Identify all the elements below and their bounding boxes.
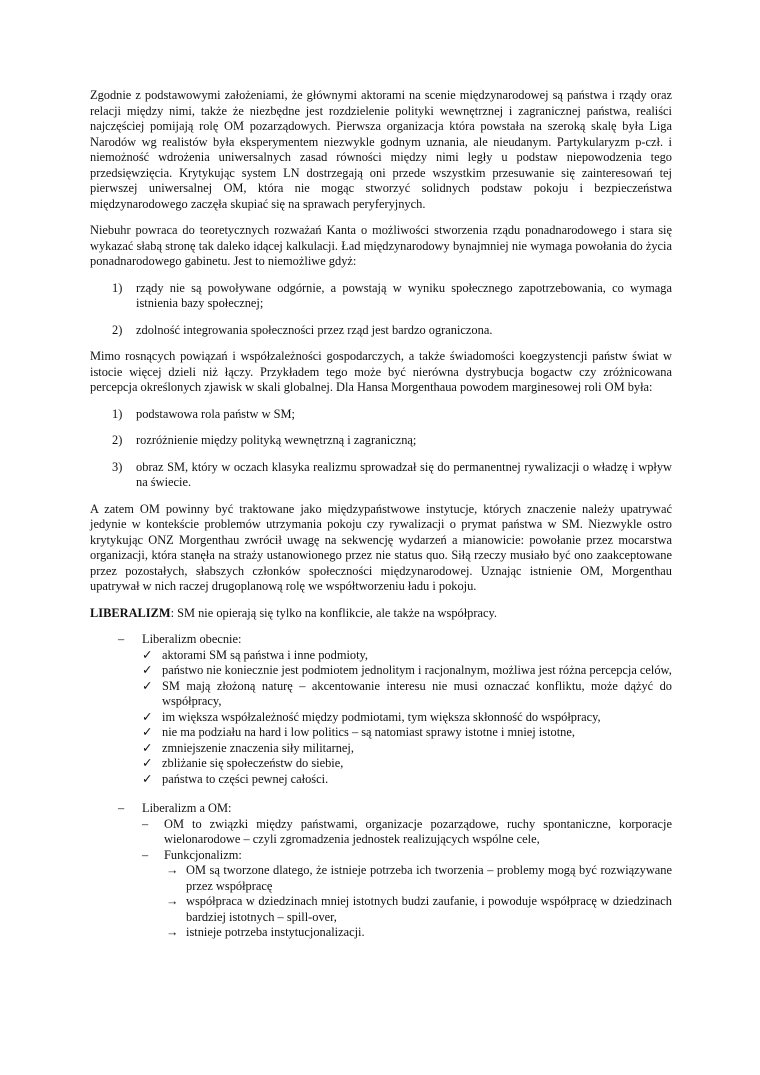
- arrow-list: [142, 863, 672, 941]
- check-item-text: państwa to części pewnej całości.: [162, 771, 329, 786]
- dash-bullet: –: [118, 632, 125, 646]
- dash-bullet: –: [118, 801, 125, 815]
- list-item: [90, 433, 672, 449]
- arrow-right-icon: →: [166, 925, 179, 939]
- check-item: [142, 725, 672, 741]
- section-liberalizm-a-om: [90, 801, 672, 941]
- list-number: 3): [112, 459, 123, 474]
- paragraph-om-institutions: A zatem OM powinny być traktowane jako międzypaństwowe instytucje, których znaczenie należy upatrywać jedynie w kontekście problemów utrzymania pokoju czy rywalizacji o prymat państwa w SM. Niezwykle ostro krytykując ONZ Morgenthau zwrócił uwagę na sekwencję wydarzeń a mianowicie: powołanie przez mocarstwa organizacji, która stanęła na straży ustanowionego przez nie status quo. Siłą rzeczy musiało być ono zaakceptowane przez pozostałych, słabszych członków społeczności międzynarodowej. Uznając istnienie OM, Morgenthau upatrywał w nich raczej drugoplanową rolę we współtworzeniu ładu i pokoju.: [90, 501, 672, 593]
- liberalizm-line: [90, 606, 672, 622]
- section-title: Liberalizm obecnie:: [142, 632, 242, 646]
- liberalizm-text: : SM nie opierają się tylko na konflikcie, ale także na współpracy.: [170, 605, 497, 620]
- check-item-text: państwo nie koniecznie jest podmiotem jednolitym i racjonalnym, możliwa jest różna percepcja celów,: [162, 663, 672, 677]
- checkmark-icon: ✓: [142, 771, 153, 786]
- arrow-item-text: współpraca w dziedzinach mniej istotnych budzi zaufanie, i powoduje współpracę w dziedzinach bardziej istotnych – spill-over,: [186, 894, 672, 924]
- list-item-text: obraz SM, który w oczach klasyka realizmu sprowadzał się do permanentnej rywalizacji o władzę i wpływ na świecie.: [136, 459, 672, 489]
- checkmark-icon: ✓: [142, 678, 153, 693]
- check-item: [142, 679, 672, 710]
- sub-item-funkcjonalizm: [142, 848, 672, 864]
- dash-bullet: –: [142, 847, 149, 862]
- section-liberalizm-obecnie: [90, 632, 672, 787]
- sub-item-title: Funkcjonalizm:: [164, 847, 242, 862]
- list-item: [90, 460, 672, 491]
- liberalizm-heading: LIBERALIZM: [90, 605, 171, 620]
- checkmark-icon: ✓: [142, 663, 153, 677]
- check-item: [142, 756, 672, 772]
- list-item: [90, 281, 672, 312]
- check-item-text: im większa współzależność między podmiotami, tym większa skłonność do współpracy,: [162, 709, 601, 724]
- check-item-text: zmniejszenie znaczenia siły militarnej,: [162, 740, 354, 755]
- check-item: [142, 741, 672, 757]
- check-item-text: SM mają złożoną naturę – akcentowanie interesu nie musi oznaczać konfliktu, może dążyć do współpracy,: [162, 678, 672, 708]
- list-item: [90, 407, 672, 423]
- arrow-item: [166, 863, 672, 894]
- arrow-item: [166, 925, 672, 941]
- list-item: [90, 323, 672, 339]
- list-item-text: rozróżnienie między polityką wewnętrzną i zagraniczną;: [136, 433, 417, 447]
- check-item-text: aktorami SM są państwa i inne podmioty,: [162, 647, 369, 662]
- list-number: 2): [112, 322, 123, 337]
- arrow-item: [166, 894, 672, 925]
- check-item: [142, 772, 672, 788]
- check-item-text: nie ma podziału na hard i low politics – są natomiast sprawy istotne i mniej istotne,: [162, 725, 575, 739]
- arrow-right-icon: →: [166, 894, 179, 908]
- checklist: [142, 648, 672, 788]
- checkmark-icon: ✓: [142, 709, 153, 724]
- arrow-item-text: OM są tworzone dlatego, że istnieje potrzeba ich tworzenia – problemy mogą być rozwiązywane przez współpracę: [186, 863, 672, 893]
- sub-item-om-definition: [142, 817, 672, 848]
- sub-item-text: OM to związki między państwami, organizacje pozarządowe, ruchy spontaniczne, korporacje wielonarodowe – czyli zgromadzenia jednostek realizujących wspólne cele,: [164, 816, 672, 846]
- check-item-text: zbliżanie się społeczeństw do siebie,: [162, 756, 344, 770]
- dash-bullet: –: [142, 816, 149, 831]
- checkmark-icon: ✓: [142, 756, 153, 770]
- list-number: 2): [112, 433, 123, 447]
- paragraph-morgenthau: Mimo rosnących powiązań i współzależności gospodarczych, a także świadomości koegzystencji państw świat w istocie więcej dzieli niż łączy. Przykładem tego może być nierówna dystrybucja bogactw czy zróżnicowana percepcja określonych zjawisk w skali globalnej. Dla Hansa Morgenthaua powodem marginesowej roli OM była:: [90, 349, 672, 394]
- check-item: [142, 663, 672, 679]
- numbered-list-morgenthau: [90, 407, 672, 491]
- list-item-text: rządy nie są powoływane odgórnie, a powstają w wyniku społecznego zapotrzebowania, co wymaga istnienia bazy społecznej;: [136, 280, 672, 310]
- paragraph-niebuhr: Niebuhr powraca do teoretycznych rozważań Kanta o możliwości stworzenia rządu ponadnarodowego i stara się wykazać słabą stronę tak daleko idącej kalkulacji. Ład międzynarodowy bynajmniej nie wymaga powołania do życia ponadnarodowego gabinetu. Jest to niemożliwe gdyż:: [90, 223, 672, 268]
- numbered-list-niebuhr: [90, 281, 672, 339]
- list-number: 1): [112, 406, 123, 421]
- arrow-item-text: istnieje potrzeba instytucjonalizacji.: [186, 925, 365, 939]
- arrow-right-icon: →: [166, 863, 179, 877]
- check-item: [142, 648, 672, 664]
- checkmark-icon: ✓: [142, 740, 153, 755]
- paragraph-realism-om: Zgodnie z podstawowymi założeniami, że głównymi aktorami na scenie międzynarodowej są państwa i rządy oraz relacji między nimi, także że niezbędne jest rozdzielenie polityki wewnętrznej i zagranicznej państwa, realiści najczęściej pomijają rolę OM pozarządowych. Pierwsza organizacja która powstała na szeroką skalę była Liga Narodów wg realistów była eksperymentem niezwykle godnym uznania, ale nieudanym. Partykularyzm p-czł. i niemożność wdrożenia uniwersalnych zasad równości między nimi legły u podstaw niepowodzenia tego przedsięwzięcia. Krytykując system LN dostrzegają oni przede wszystkim przesuwanie się zainteresowań tej pierwszej uniwersalnej OM, która nie mogąc stworzyć solidnych podstaw pokoju i bezpieczeństwa międzynarodowego zaczęła skupiać się na sprawach peryferyjnych.: [90, 88, 672, 211]
- section-title: Liberalizm a OM:: [142, 801, 232, 815]
- checkmark-icon: ✓: [142, 725, 153, 739]
- check-item: [142, 710, 672, 726]
- list-item-text: zdolność integrowania społeczności przez rząd jest bardzo ograniczona.: [136, 322, 493, 337]
- checkmark-icon: ✓: [142, 647, 153, 662]
- list-number: 1): [112, 280, 123, 295]
- list-item-text: podstawowa rola państw w SM;: [136, 406, 295, 421]
